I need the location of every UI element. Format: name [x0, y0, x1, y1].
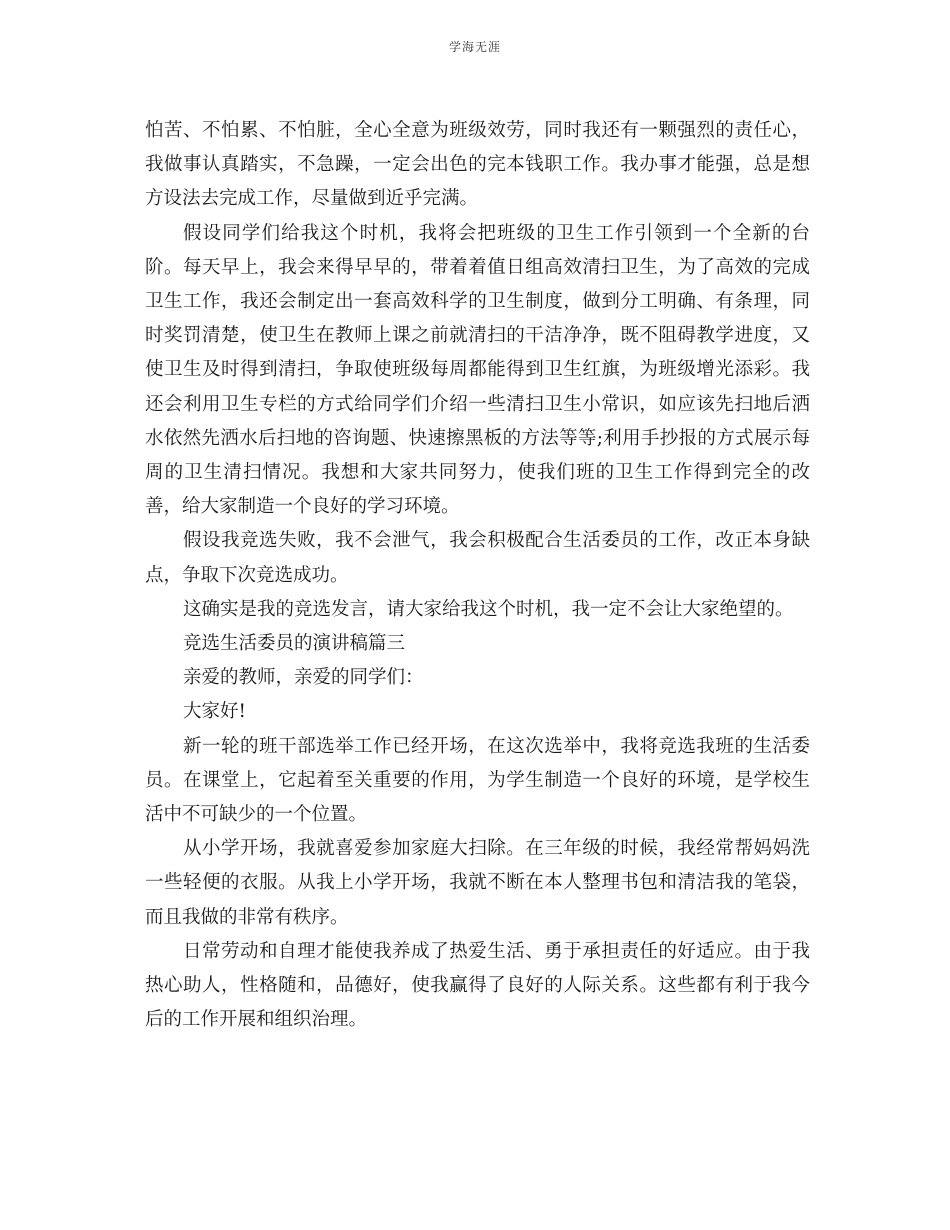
- paragraph-habits: 日常劳动和自理才能使我养成了热爱生活、勇于承担责任的好适应。由于我热心助人，性格随和，品德好，使我赢得了良好的人际关系。这些都有利于我今后的工作开展和组织治理。: [145, 940, 810, 1031]
- document-body: [145, 114, 810, 1037]
- paragraph-childhood: 从小学开场，我就喜爱参加家庭大扫除。在三年级的时候，我经常帮妈妈洗一些轻便的衣服。从我上小学开场，我就不断在本人整理书包和清洁我的笔袋，而且我做的非常有秩序。: [145, 838, 810, 928]
- section-title: 竞选生活委员的演讲稿篇三: [183, 633, 406, 655]
- paragraph-intro: 新一轮的班干部选举工作已经开场，在这次选举中，我将竞选我班的生活委员。在课堂上，它起着至关重要的作用，为学生制造一个良好的环境，是学校生活中不可缺少的一个位置。: [145, 735, 810, 826]
- paragraph-continuation: 怕苦、不怕累、不怕脏，全心全意为班级效劳，同时我还有一颗强烈的责任心，我做事认真踏实，不急躁，一定会出色的完本钱职工作。我办事才能强，总是想方设法去完成工作，尽量做到近乎完满。: [145, 120, 810, 210]
- paragraph-if-fail: 假设我竞选失败，我不会泄气，我会积极配合生活委员的工作，改正本身缺点，争取下次竞选成功。: [145, 530, 810, 586]
- salutation: 亲爱的教师，亲爱的同学们：: [183, 667, 424, 689]
- running-header: 学海无涯: [448, 40, 501, 54]
- paragraph-hygiene-plan: 假设同学们给我这个时机，我将会把班级的卫生工作引领到一个全新的台阶。每天早上，我会来得早早的，带着着值日组高效清扫卫生，为了高效的完成卫生工作，我还会制定出一套高效科学的卫生制度，做到分工明确、有条理，同时奖罚清楚，使卫生在教师上课之前就清扫的干洁净净，既不阻碍教学进度，又使卫生及时得到清扫，争取使班级每周都能得到卫生红旗，为班级增光添彩。我还会利用卫生专栏的方式给同学们介绍一些清扫卫生小常识，如应该先扫地后洒水依然先洒水后扫地的咨询题、快速擦黑板的方法等等;利用手抄报的方式展示每周的卫生清扫情况。我想和大家共同努力，使我们班的卫生工作得到完全的改善，给大家制造一个良好的学习环境。: [145, 222, 810, 518]
- greeting: 大家好!: [183, 701, 246, 723]
- paragraph-closing: 这确实是我的竞选发言，请大家给我这个时机，我一定不会让大家绝望的。: [183, 598, 794, 620]
